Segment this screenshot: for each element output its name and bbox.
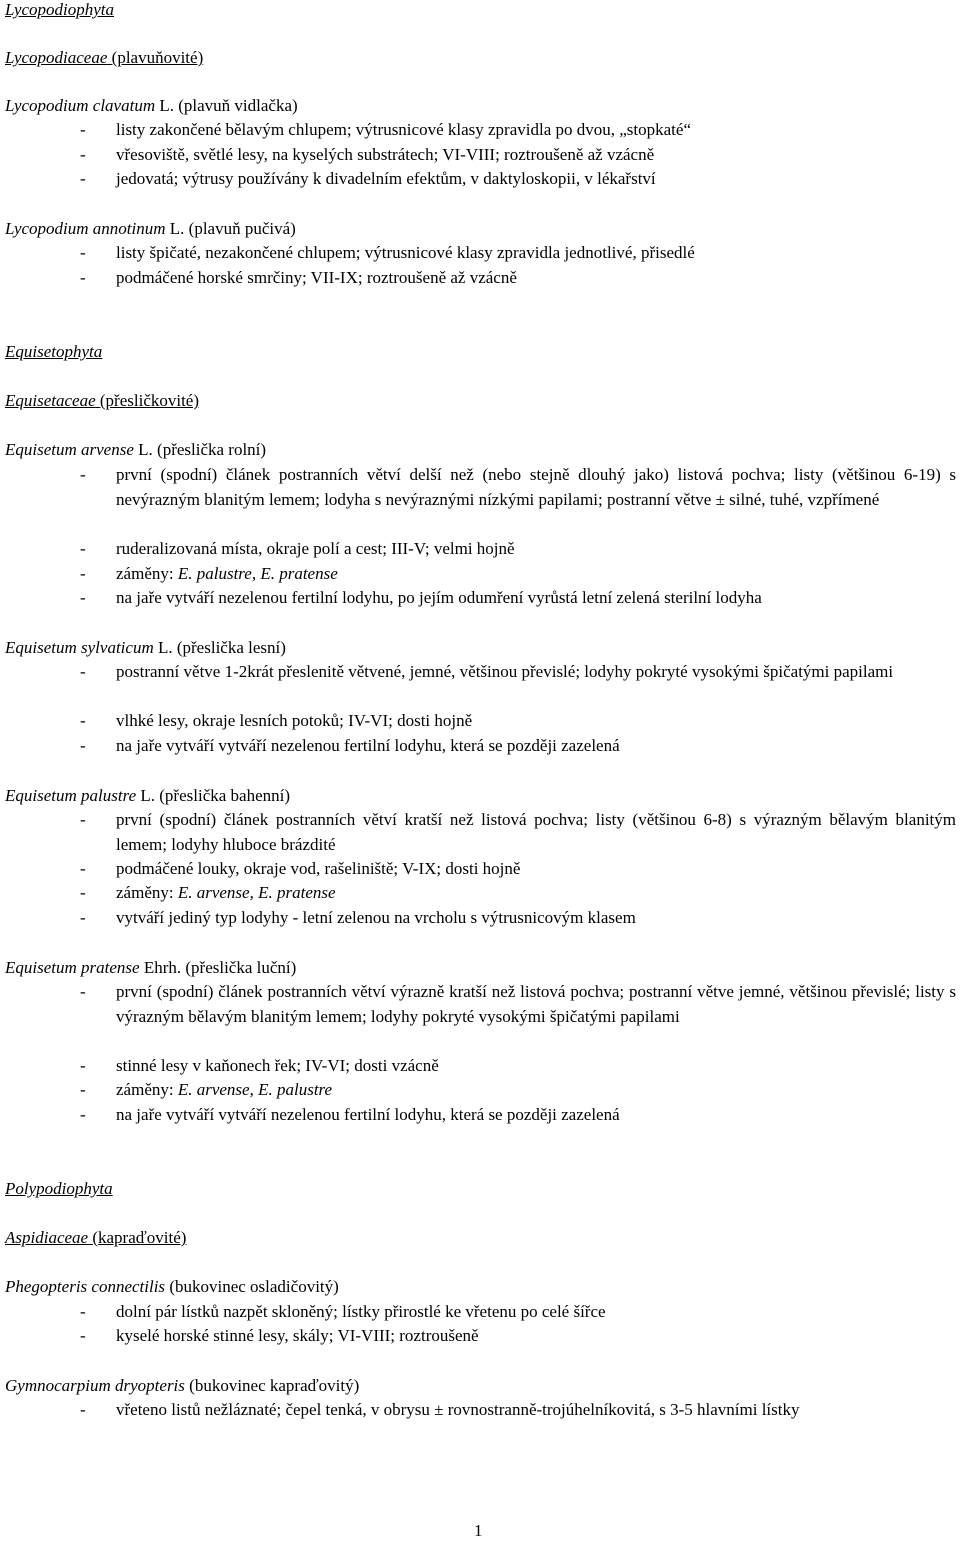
item-text: první (spodní) článek postranních větví delší než (nebo stejně dlouhý jako) listová pochva; listy (většinou 6-19) s nevýrazným blanitým lemem; lodyha s nevýraznými nízkými papilami; postranní větve ± silné, tuhé, vzpřímené xyxy=(116,465,956,509)
item-text: na jaře vytváří vytváří nezelenou fertilní lodyhu, která se později zazelená xyxy=(116,736,620,755)
species-czech: (přeslička rolní) xyxy=(157,440,267,459)
list-item: - vytváří jediný typ lodyhy - letní zelenou na vrcholu s výtrusnicovým klasem xyxy=(80,906,956,931)
list-item: - záměny: E. arvense, E. pratense xyxy=(80,881,956,906)
list-item: - vřeteno listů nežláznaté; čepel tenká, v obrysu ± rovnostranně-trojúhelníkovitá, s 3-5 hlavními lístky xyxy=(80,1398,956,1423)
species-czech: (přeslička lesní) xyxy=(176,638,286,657)
species-latin: Lycopodium annotinum xyxy=(5,219,166,238)
item-text: postranní větve 1-2krát přeslenitě větvené, jemné, většinou převislé; lodyhy pokryté vysokými špičatými papilami xyxy=(116,662,894,681)
item-text: na jaře vytváří nezelenou fertilní lodyhu, po jejím odumření vyrůstá letní zelená sterilní lodyha xyxy=(116,588,762,607)
confusion-species: E. palustre, E. pratense xyxy=(177,564,338,583)
family-czech: (přesličkovité) xyxy=(99,391,200,410)
species-latin: Lycopodium clavatum xyxy=(5,96,156,115)
family-latin: Lycopodiaceae xyxy=(5,48,108,67)
list-item: - listy špičaté, nezakončené chlupem; výtrusnicové klasy zpravidla jednotlivé, přisedlé xyxy=(80,241,956,266)
list-item: - první (spodní) článek postranních větví kratší než listová pochva; listy (většinou 6-8) s výrazným bělavým blanitým lemem; lodyhy hluboce brázdité xyxy=(80,808,956,857)
species-latin: Gymnocarpium dryopteris xyxy=(5,1376,185,1395)
species-latin: Equisetum pratense xyxy=(5,958,140,977)
species-heading-phegopteris-connectilis xyxy=(5,1277,339,1297)
confusion-species: E. arvense, E. pratense xyxy=(177,883,336,902)
item-text: listy špičaté, nezakončené chlupem; výtrusnicové klasy zpravidla jednotlivé, přisedlé xyxy=(116,243,695,262)
list-item: - první (spodní) článek postranních větví delší než (nebo stejně dlouhý jako) listová pochva; listy (většinou 6-19) s nevýrazným blanitým lemem; lodyha s nevýraznými nízkými papilami; postranní větve ± silné, tuhé, vzpřímené xyxy=(80,463,956,512)
item-text: podmáčené horské smrčiny; VII-IX; roztroušeně až vzácně xyxy=(116,268,517,287)
family-latin: Equisetaceae xyxy=(5,391,96,410)
species-heading-gymnocarpium-dryopteris xyxy=(5,1376,359,1396)
item-text: stinné lesy v kaňonech řek; IV-VI; dosti vzácně xyxy=(116,1056,439,1075)
item-text: první (spodní) článek postranních větví kratší než listová pochva; listy (většinou 6-8) s výrazným bělavým blanitým lemem; lodyhy hluboce brázdité xyxy=(116,810,956,854)
item-text: první (spodní) článek postranních větví výrazně kratší než listová pochva; postranní větve jemné, většinou převislé; listy s výrazným bělavým blanitým lemem; lodyhy pokryté vysokými špičatými papilami xyxy=(116,982,956,1026)
species-latin: Equisetum sylvaticum xyxy=(5,638,154,657)
list-item: - kyselé horské stinné lesy, skály; VI-VIII; roztroušeně xyxy=(80,1324,956,1349)
species-heading-equisetum-pratense xyxy=(5,958,296,978)
list-item: - podmáčené horské smrčiny; VII-IX; roztroušeně až vzácně xyxy=(80,266,956,291)
species-latin: Equisetum palustre xyxy=(5,786,137,805)
list-item: - ruderalizovaná místa, okraje polí a cest; III-V; velmi hojně xyxy=(80,537,956,562)
species-author: L. xyxy=(159,96,174,115)
confusion-label: záměny: xyxy=(116,564,174,583)
family-heading-lycopodiaceae xyxy=(5,48,203,68)
item-text: podmáčené louky, okraje vod, rašeliniště; V-IX; dosti hojně xyxy=(116,859,521,878)
species-czech: (přeslička bahenní) xyxy=(159,786,291,805)
division-heading-lycopodiophyta: Lycopodiophyta xyxy=(5,0,115,19)
species-heading-equisetum-arvense xyxy=(5,440,266,460)
species-czech: (bukovinec osladičovitý) xyxy=(169,1277,339,1296)
list-item: - listy zakončené bělavým chlupem; výtrusnicové klasy zpravidla po dvou, „stopkaté“ xyxy=(80,118,956,143)
species-author: Ehrh. xyxy=(143,958,182,977)
species-czech: (bukovinec kapraďovitý) xyxy=(189,1376,360,1395)
division-heading-polypodiophyta: Polypodiophyta xyxy=(5,1179,113,1198)
list-item: - vlhké lesy, okraje lesních potoků; IV-VI; dosti hojně xyxy=(80,709,956,734)
species-heading-equisetum-palustre xyxy=(5,786,290,806)
species-heading-equisetum-sylvaticum xyxy=(5,638,286,658)
page-number: 1 xyxy=(474,1521,483,1540)
list-item: - záměny: E. arvense, E. palustre xyxy=(80,1078,956,1103)
item-text: dolní pár lístků nazpět skloněný; lístky přirostlé ke vřetenu po celé šířce xyxy=(116,1302,606,1321)
species-heading-lycopodium-annotinum xyxy=(5,219,296,239)
list-item: - stinné lesy v kaňonech řek; IV-VI; dosti vzácně xyxy=(80,1054,956,1079)
species-latin: Phegopteris connectilis xyxy=(5,1277,166,1296)
species-author: L. xyxy=(169,219,185,238)
species-author: L. xyxy=(138,440,153,459)
family-latin: Aspidiaceae xyxy=(5,1228,89,1247)
list-item: - záměny: E. palustre, E. pratense xyxy=(80,562,956,587)
species-latin: Equisetum arvense xyxy=(5,440,134,459)
confusion-label: záměny: xyxy=(116,1080,174,1099)
species-author: L. xyxy=(157,638,173,657)
confusion-species: E. arvense, E. palustre xyxy=(177,1080,333,1099)
division-heading-equisetophyta: Equisetophyta xyxy=(5,342,103,361)
item-text: vlhké lesy, okraje lesních potoků; IV-VI; dosti hojně xyxy=(116,711,473,730)
family-czech: (plavuňovité) xyxy=(111,48,204,67)
list-item: - postranní větve 1-2krát přeslenitě větvené, jemné, většinou převislé; lodyhy pokryté vysokými špičatými papilami xyxy=(80,660,956,685)
confusion-label: záměny: xyxy=(116,883,174,902)
species-author: L. xyxy=(140,786,156,805)
species-czech: (plavuň pučivá) xyxy=(188,219,296,238)
item-text: vřesoviště, světlé lesy, na kyselých substrátech; VI-VIII; roztroušeně až vzácně xyxy=(116,145,655,164)
item-text: jedovatá; výtrusy používány k divadelním efektům, v daktyloskopii, v lékařství xyxy=(116,169,656,188)
family-heading-aspidiaceae xyxy=(5,1228,186,1248)
item-text xyxy=(116,1078,956,1103)
list-item: - na jaře vytváří vytváří nezelenou fertilní lodyhu, která se později zazelená xyxy=(80,1103,956,1128)
list-item: - na jaře vytváří nezelenou fertilní lodyhu, po jejím odumření vyrůstá letní zelená sterilní lodyha xyxy=(80,586,956,611)
item-text xyxy=(116,562,956,587)
list-item: - vřesoviště, světlé lesy, na kyselých substrátech; VI-VIII; roztroušeně až vzácně xyxy=(80,143,956,168)
list-item: - na jaře vytváří vytváří nezelenou fertilní lodyhu, která se později zazelená xyxy=(80,734,956,759)
item-text: ruderalizovaná místa, okraje polí a cest; III-V; velmi hojně xyxy=(116,539,515,558)
item-text: vytváří jediný typ lodyhy - letní zelenou na vrcholu s výtrusnicovým klasem xyxy=(116,908,636,927)
item-text: listy zakončené bělavým chlupem; výtrusnicové klasy zpravidla po dvou, „stopkaté“ xyxy=(116,120,691,139)
list-item: - jedovatá; výtrusy používány k divadelním efektům, v daktyloskopii, v lékařství xyxy=(80,167,956,192)
list-item: - dolní pár lístků nazpět skloněný; lístky přirostlé ke vřetenu po celé šířce xyxy=(80,1300,956,1325)
species-czech: (plavuň vidlačka) xyxy=(178,96,298,115)
item-text xyxy=(116,881,956,906)
item-text: na jaře vytváří vytváří nezelenou fertilní lodyhu, která se později zazelená xyxy=(116,1105,620,1124)
species-czech: (přeslička luční) xyxy=(185,958,297,977)
family-heading-equisetaceae xyxy=(5,391,199,411)
list-item: - první (spodní) článek postranních větví výrazně kratší než listová pochva; postranní větve jemné, většinou převislé; listy s výrazným bělavým blanitým lemem; lodyhy pokryté vysokými špičatými papilami xyxy=(80,980,956,1029)
family-czech: (kapraďovité) xyxy=(92,1228,187,1247)
item-text: vřeteno listů nežláznaté; čepel tenká, v obrysu ± rovnostranně-trojúhelníkovitá, s 3-5 hlavními lístky xyxy=(116,1400,800,1419)
item-text: kyselé horské stinné lesy, skály; VI-VIII; roztroušeně xyxy=(116,1326,479,1345)
list-item: - podmáčené louky, okraje vod, rašeliniště; V-IX; dosti hojně xyxy=(80,857,956,882)
species-heading-lycopodium-clavatum xyxy=(5,96,298,116)
